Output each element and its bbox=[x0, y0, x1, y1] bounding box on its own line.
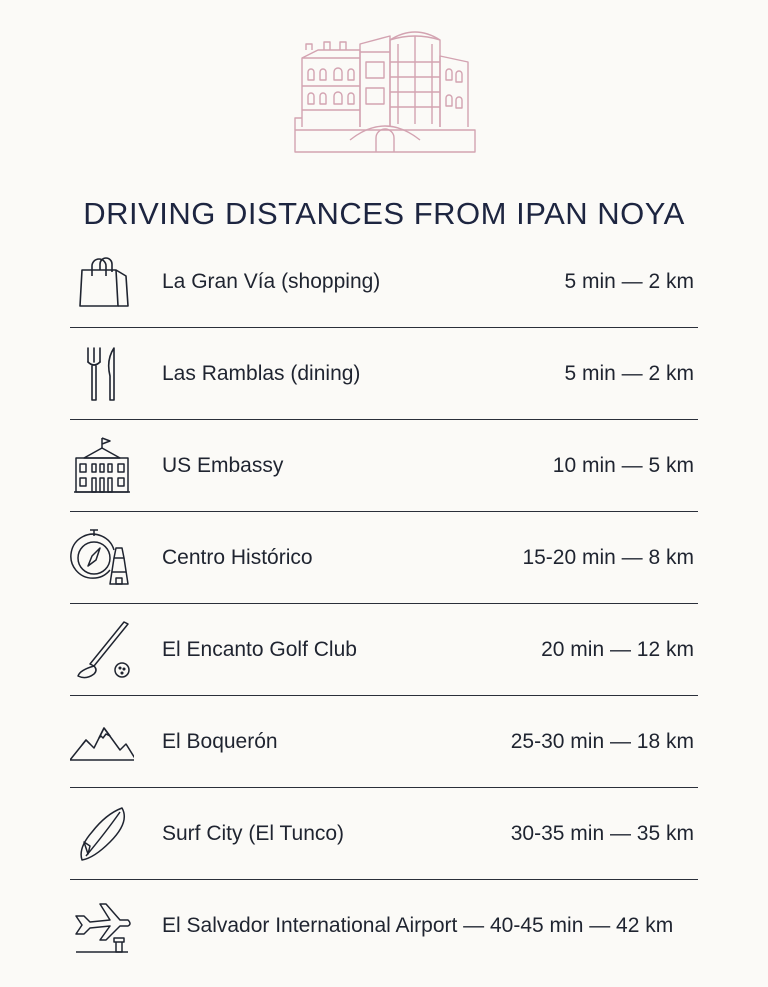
destination-name: Las Ramblas (dining) bbox=[162, 362, 361, 385]
page-title: DRIVING DISTANCES FROM IPAN NOYA bbox=[83, 195, 685, 231]
destination-distance: 5 min — 2 km bbox=[564, 362, 694, 385]
compass-lighthouse-icon bbox=[70, 526, 134, 590]
list-item bbox=[70, 512, 698, 604]
destination-distance: 5 min — 2 km bbox=[564, 270, 694, 293]
destination-name: El Salvador International Airport — 40-45 min — 42 km bbox=[162, 914, 674, 937]
destination-name: Surf City (El Tunco) bbox=[162, 822, 345, 845]
list-item bbox=[70, 604, 698, 696]
mountains-icon bbox=[70, 710, 134, 774]
destination-distance: 20 min — 12 km bbox=[541, 638, 694, 661]
embassy-building-icon bbox=[70, 434, 134, 498]
destination-list bbox=[70, 236, 698, 971]
airplane-icon bbox=[70, 894, 134, 958]
destination-name: El Boquerón bbox=[162, 730, 278, 753]
surfboard-icon bbox=[70, 802, 134, 866]
list-item bbox=[70, 328, 698, 420]
list-item bbox=[70, 880, 698, 971]
destination-name: El Encanto Golf Club bbox=[162, 638, 357, 661]
destination-name: La Gran Vía (shopping) bbox=[162, 270, 381, 293]
shopping-bag-icon bbox=[70, 250, 134, 314]
fork-knife-icon bbox=[70, 342, 134, 406]
list-item bbox=[70, 236, 698, 328]
list-item bbox=[70, 420, 698, 512]
list-item bbox=[70, 696, 698, 788]
destination-name: US Embassy bbox=[162, 454, 284, 477]
list-item bbox=[70, 788, 698, 880]
destination-distance: 30-35 min — 35 km bbox=[510, 822, 694, 845]
destination-distance: 10 min — 5 km bbox=[552, 454, 694, 477]
golf-club-icon bbox=[70, 618, 134, 682]
destination-distance: 25-30 min — 18 km bbox=[510, 730, 694, 753]
destination-name: Centro Histórico bbox=[162, 546, 313, 569]
hotel-building-icon bbox=[290, 22, 480, 157]
destination-distance: 15-20 min — 8 km bbox=[522, 546, 694, 569]
